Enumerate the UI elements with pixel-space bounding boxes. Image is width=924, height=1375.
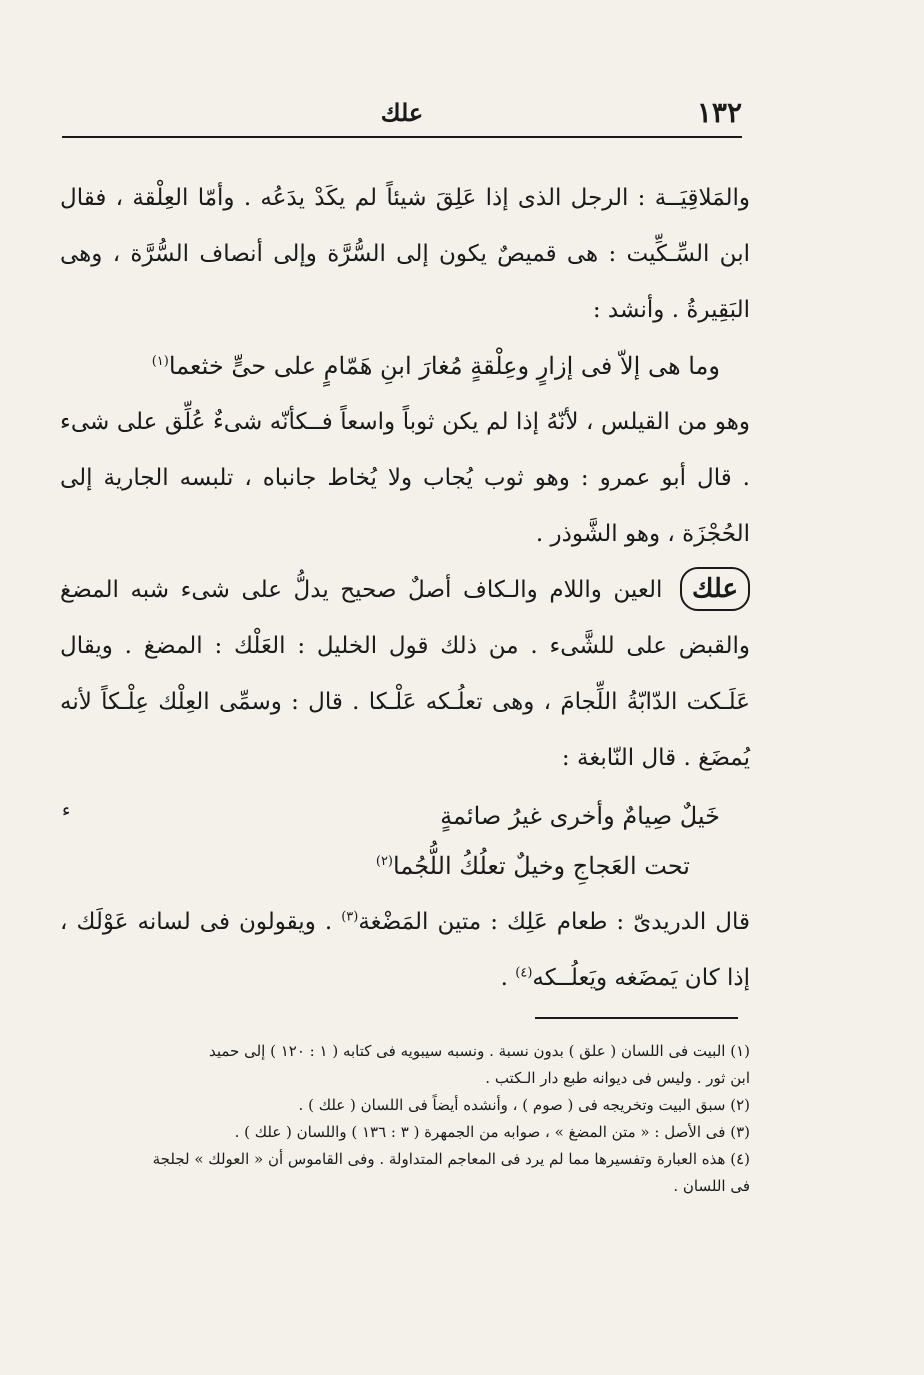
footnotes <box>60 1038 750 1200</box>
verse-2-second-hemistich <box>60 838 750 894</box>
paragraph-4-part-c: . <box>500 965 508 991</box>
verse-1 <box>60 338 750 394</box>
footnote-1-continued: ابن ثور . وليس فى ديوانه طبع دار الـكتب . <box>485 1069 750 1087</box>
margin-mark: ء <box>62 800 71 821</box>
page-number: ١٣٢ <box>696 96 742 129</box>
footnote-ref-1: (١) <box>151 354 169 369</box>
paragraph-3 <box>60 562 750 786</box>
footnote-3: (٣) فى الأصل : « متن المضغ » ، صوابه من الجمهرة ( ٣ : ١٣٦ ) واللسان ( علك ) . <box>234 1123 750 1141</box>
entry-headword: علك <box>680 567 750 611</box>
footnote-4: (٤) هذه العبارة وتفسيرها مما لم يرد فى المعاجم المتداولة . وفى القاموس أن « العولك » لجلجة <box>152 1150 750 1168</box>
footnote-rule <box>535 1017 738 1019</box>
paragraph-4-part-b: . ويقولون فى لسانه عَوْلَك ، إذا كان يَمضَغه ويَعلُــكه <box>60 909 750 991</box>
footnote-ref-4: (٤) <box>515 965 533 981</box>
page-header <box>62 96 742 132</box>
footnote-2: (٢) سبق البيت وتخريجه فى ( صوم ) ، وأنشده أيضاً فى اللسان ( علك ) . <box>298 1096 750 1114</box>
header-rule <box>62 136 742 138</box>
footnote-4-continued: فى اللسان . <box>673 1177 750 1195</box>
paragraph-4 <box>60 894 750 1006</box>
verse-2b-text: تحت العَجاجِ وخيلٌ تعلُكُ اللُّجُما <box>393 852 690 880</box>
paragraph-4-part-a: قال الدريدىّ : طعام عَلِك : متين المَضْغة <box>358 909 751 935</box>
footnote-1: (١) البيت فى اللسان ( علق ) بدون نسبة . ونسبه سيبويه فى كتابه ( ١ : ١٢٠ ) إلى حميد <box>208 1042 750 1060</box>
running-title: علك <box>380 98 424 127</box>
paragraph-3-text: العين واللام والـكاف أصلٌ صحيح يدلُّ على شىء شبه المضغ والقبض على للشَّىء . من ذلك قول الخليل : العَلْك : المضغ . ويقال عَلَـكت الدّابّةُ اللِّجامَ ، وهى تعلُـكه عَلْـكا . قال : وسمِّى العِلْك عِلْـكاً لأنه يُمضَغ . قال النّابغة : <box>60 577 750 771</box>
main-text <box>60 170 750 1006</box>
verse-1-text: وما هى إلاّ فى إزارٍ وعِلْقةٍ مُغارَ ابنِ هَمّامٍ على حىٍّ خثعما <box>168 352 720 380</box>
verse-2-first-hemistich: خَيلٌ صِيامٌ وأخرى غيرُ صائمةٍ <box>440 802 720 830</box>
paragraph-1: والمَلاقِيَــة : الرجل الذى إذا عَلِقَ شيئاً لم يكَدْ يدَعُه . وأمّا العِلْقة ، فقال ابن السِّـكِّيت : هى قميصٌ يكون إلى السُّرَّة وإلى أنصاف السُّرَّة ، وهى البَقِيرةُ . وأنشد : <box>60 185 750 323</box>
footnote-ref-3: (٣) <box>341 909 359 925</box>
paragraph-2: وهو من القيلس ، لأنّهُ إذا لم يكن ثوباً واسعاً فــكأنّه شىءٌ عُلِّق على شىء . قال أبو عمرو : وهو ثوب يُجاب ولا يُخاط جانباه ، تلبسه الجارية إلى الحُجْزَة ، وهو الشَّوذر . <box>60 409 750 547</box>
footnote-ref-2: (٢) <box>375 854 393 869</box>
